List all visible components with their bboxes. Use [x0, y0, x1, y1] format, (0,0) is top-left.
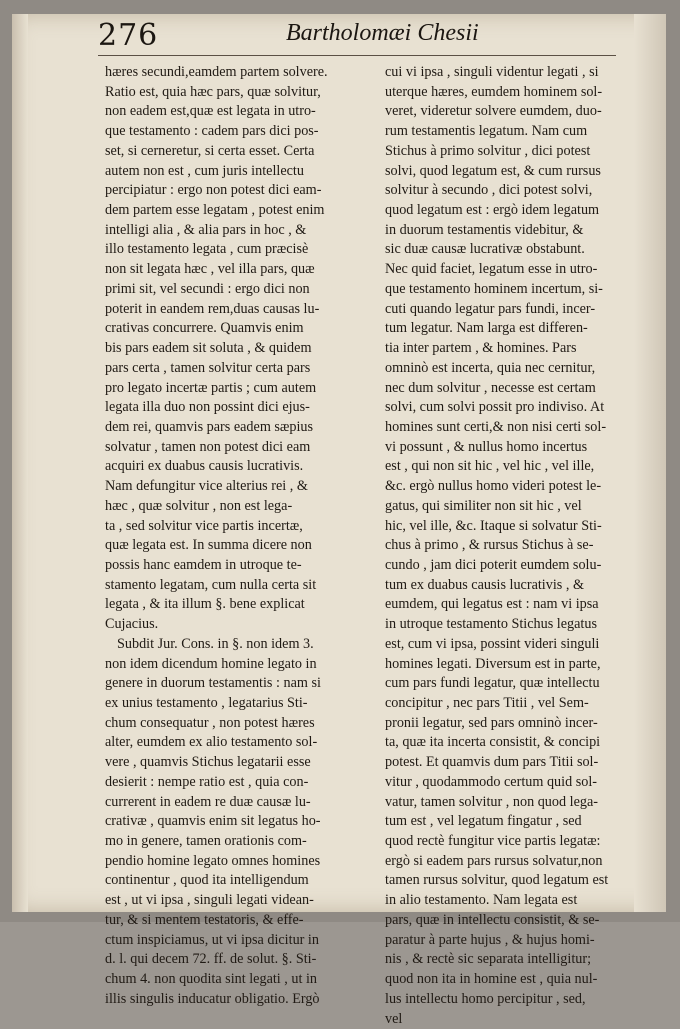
text-line: vi possunt , & nullus homo incertus: [385, 438, 643, 458]
running-head: Bartholomæi Chesii: [286, 20, 479, 47]
text-line: bis pars eadem sit soluta , & quidem: [105, 339, 363, 359]
text-line: paratur à parte hujus , & hujus homi-: [385, 931, 643, 951]
text-line: ergò si eadem pars rursus solvatur,non: [385, 852, 643, 872]
text-line: vere , quamvis Stichus legatarii esse: [105, 753, 363, 773]
text-line: pronii legatur, sed pars omninò incer-: [385, 714, 643, 734]
text-line: crativas concurrere. Quamvis enim: [105, 319, 363, 339]
text-line: eumdem, qui legatus est : nam vi ipsa: [385, 595, 643, 615]
text-line: cundo , jam dici poterit eumdem solu-: [385, 556, 643, 576]
text-line: tum ex duabus causis lucrativis , &: [385, 576, 643, 596]
text-line: chus à primo , & rursus Stichus à se-: [385, 536, 643, 556]
text-line: intelligi alia , & alia pars in hoc , &: [105, 221, 363, 241]
text-line: homines legati. Diversum est in parte,: [385, 655, 643, 675]
page-number: 276: [98, 18, 158, 53]
text-line: tur, & si mentem testatoris, & effe-: [105, 911, 363, 931]
text-line: sic duæ causæ lucrativæ obstabunt.: [385, 240, 643, 260]
text-line: illo testamento legata , cum præcisè: [105, 240, 363, 260]
text-line: in duorum testamentis videbitur, &: [385, 221, 643, 241]
text-line: vel: [385, 1010, 643, 1029]
text-line: genere in duorum testamentis : nam si: [105, 674, 363, 694]
text-line: possis hanc eamdem in utroque te-: [105, 556, 363, 576]
text-line: cui vi ipsa , singuli videntur legati , si: [385, 63, 643, 83]
text-line: cuti quando legatur pars fundi, incer-: [385, 300, 643, 320]
text-line: chum 4. non quodita sint legati , ut in: [105, 970, 363, 990]
text-line: Stichus à primo solvitur , dici potest: [385, 142, 643, 162]
text-line: non sit legata hæc , vel illa pars, quæ: [105, 260, 363, 280]
text-line: veret, videretur solvere eumdem, duo-: [385, 102, 643, 122]
text-line: &c. ergò nullus homo videri potest le-: [385, 477, 643, 497]
text-line: pars certa , tamen solvitur certa pars: [105, 359, 363, 379]
text-line: quod legatum est : ergò idem legatum: [385, 201, 643, 221]
left-column: [105, 63, 363, 1010]
text-line: illis singulis inducatur obligatio. Ergò: [105, 990, 363, 1010]
text-line: set, si cerneretur, si certa esset. Certa: [105, 142, 363, 162]
text-line: ta, quæ ita incerta consistit, & concipi: [385, 733, 643, 753]
text-line: ctum inspiciamus, ut vi ipsa dicitur in: [105, 931, 363, 951]
text-line: Nam defungitur vice alterius rei , &: [105, 477, 363, 497]
text-line: quod rectè fungitur vice partis legatæ:: [385, 832, 643, 852]
text-line: nec dum solvitur , necesse est certam: [385, 379, 643, 399]
text-line: que testamento : cadem pars dici pos-: [105, 122, 363, 142]
text-line: tum est , vel legatum fingatur , sed: [385, 812, 643, 832]
text-line: Ratio est, quia hæc pars, quæ solvitur,: [105, 83, 363, 103]
text-line: nis , & rectè sic separata intelligitur;: [385, 950, 643, 970]
text-line: desierit : nempe ratio est , quia con-: [105, 773, 363, 793]
text-line: quod non ita in homine est , quia nul-: [385, 970, 643, 990]
text-line: hic, vel ille, &c. Itaque si solvatur Sti-: [385, 517, 643, 537]
text-line: rum testamentis legatum. Nam cum: [385, 122, 643, 142]
text-line: tum legatur. Nam larga est differen-: [385, 319, 643, 339]
text-line: poterit in eandem rem,duas causas lu-: [105, 300, 363, 320]
text-line: que testamento hominem incertum, si-: [385, 280, 643, 300]
text-line: vatur, tamen solvitur , non quod lega-: [385, 793, 643, 813]
text-line: est , ut vi ipsa , singuli legati videan-: [105, 891, 363, 911]
text-line: homines sunt certi,& non nisi certi sol-: [385, 418, 643, 438]
page-gutter: [12, 14, 28, 912]
text-line: autem non est , cum juris intellectu: [105, 162, 363, 182]
text-line: acquiri ex duabus causis lucrativis.: [105, 457, 363, 477]
right-column: [385, 63, 643, 1029]
text-line: pars, quæ in intellectu consistit, & se-: [385, 911, 643, 931]
text-line: solvi, cum solvi possit pro indiviso. At: [385, 398, 643, 418]
text-line: solvatur , tamen non potest dici eam: [105, 438, 363, 458]
text-line: primi sit, vel secundi : ergo dici non: [105, 280, 363, 300]
text-line: hæres secundi,eamdem partem solvere.: [105, 63, 363, 83]
text-line: omninò est incerta, quia nec cernitur,: [385, 359, 643, 379]
text-line: ta , sed solvitur vice partis incertæ,: [105, 517, 363, 537]
text-line: dem rei, quamvis pars eadem sæpius: [105, 418, 363, 438]
text-line: tia inter partem , & homines. Pars: [385, 339, 643, 359]
text-line: chum consequatur , non potest hæres: [105, 714, 363, 734]
text-line: stamento legatam, cum nulla certa sit: [105, 576, 363, 596]
text-line: vitur , quodammodo certum quid sol-: [385, 773, 643, 793]
text-line: est , qui non sit hic , vel hic , vel ille,: [385, 457, 643, 477]
text-line: d. l. qui decem 72. ff. de solut. §. Sti-: [105, 950, 363, 970]
text-line: non idem dicendum homine legato in: [105, 655, 363, 675]
text-line: Nec quid faciet, legatum esse in utro-: [385, 260, 643, 280]
text-line: legata , & ita illum §. bene explicat: [105, 595, 363, 615]
text-line: gatus, qui similiter non sit hic , vel: [385, 497, 643, 517]
text-line: hæc , quæ solvitur , non est lega-: [105, 497, 363, 517]
text-line: cum pars fundi legatur, quæ intellectu: [385, 674, 643, 694]
text-line: pro legato incertæ partis ; cum autem: [105, 379, 363, 399]
text-line: uterque hæres, eumdem hominem sol-: [385, 83, 643, 103]
text-line: Cujacius.: [105, 615, 363, 635]
text-line: non eadem est,quæ est legata in utro-: [105, 102, 363, 122]
text-line: currerent in eadem re duæ causæ lu-: [105, 793, 363, 813]
text-line: percipiatur : ergo non potest dici eam-: [105, 181, 363, 201]
text-line: crativæ , quamvis enim sit legatus ho-: [105, 812, 363, 832]
text-line: potest. Et quamvis dum pars Titii sol-: [385, 753, 643, 773]
text-line: lus intellectu homo percipitur , sed,: [385, 990, 643, 1010]
text-line: pendio homine legato omnes homines: [105, 852, 363, 872]
text-line: continentur , quod ita intelligendum: [105, 871, 363, 891]
text-line: solvi, quod legatum est, & cum rursus: [385, 162, 643, 182]
text-line: in alio testamento. Nam legata est: [385, 891, 643, 911]
text-line: alter, eumdem ex alio testamento sol-: [105, 733, 363, 753]
text-line: concipitur , nec pars Titii , vel Sem-: [385, 694, 643, 714]
text-line: Subdit Jur. Cons. in §. non idem 3.: [105, 635, 363, 655]
text-line: quæ legata est. In summa dicere non: [105, 536, 363, 556]
text-line: legata illa duo non possint dici ejus-: [105, 398, 363, 418]
text-line: in utroque testamento Stichus legatus: [385, 615, 643, 635]
text-line: dem partem esse legatam , potest enim: [105, 201, 363, 221]
text-line: tamen rursus solvitur, quod legatum est: [385, 871, 643, 891]
page-header: [98, 18, 618, 58]
text-line: solvitur à secundo , dici potest solvi,: [385, 181, 643, 201]
text-line: ex unius testamento , legatarius Sti-: [105, 694, 363, 714]
text-line: mo in genere, tamen orationis com-: [105, 832, 363, 852]
text-line: est, cum vi ipsa, possint videri singuli: [385, 635, 643, 655]
header-rule: [98, 55, 616, 56]
